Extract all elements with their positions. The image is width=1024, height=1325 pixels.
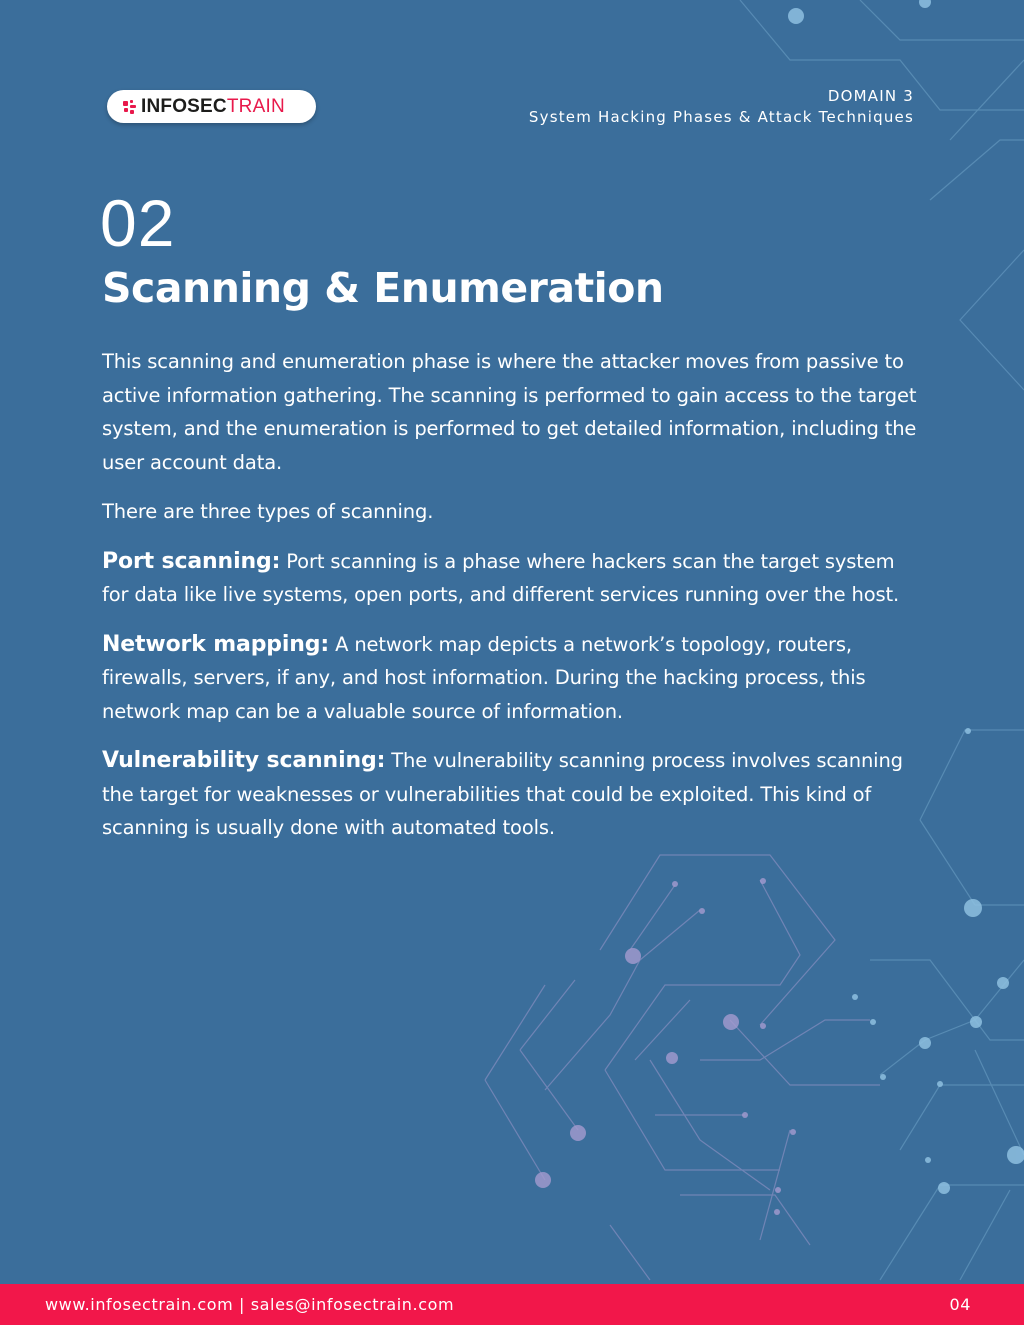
port-scanning-label: Port scanning: <box>102 548 281 574</box>
logo-text-train: TRAIN <box>226 95 285 117</box>
domain-subtitle: System Hacking Phases & Attack Techniques <box>528 108 914 126</box>
logo-mark-icon <box>123 100 137 114</box>
body-content <box>102 345 920 861</box>
vulnerability-scanning-text: The vulnerability scanning process involves scanning the target for weaknesses or vulnerabilities that could be exploited. This kind of scanning is usually done with automated tools. <box>102 749 903 839</box>
intro-paragraph: This scanning and enumeration phase is where the attacker moves from passive to active information gathering. The scanning is performed to gain access to the target system, and the enumeration is performed to get detailed information, including the user account data. <box>102 350 917 474</box>
types-intro-paragraph: There are three types of scanning. <box>102 500 434 523</box>
domain-label: DOMAIN 3 <box>827 87 914 105</box>
vulnerability-scanning-label: Vulnerability scanning: <box>102 748 386 773</box>
network-mapping-paragraph <box>102 628 920 729</box>
vulnerability-scanning-paragraph <box>102 744 920 845</box>
port-scanning-paragraph <box>102 545 920 612</box>
page-number: 04 <box>949 1295 971 1314</box>
logo-text-infosec: INFOSEC <box>141 95 227 117</box>
logo-wordmark <box>141 96 285 118</box>
section-number: 02 <box>100 186 176 260</box>
port-scanning-text: Port scanning is a phase where hackers scan the target system for data like live systems, open ports, and different services running over the host. <box>102 549 900 606</box>
footer-bar <box>0 1284 1024 1325</box>
domain-header <box>529 86 914 128</box>
section-title: Scanning & Enumeration <box>102 264 664 312</box>
network-mapping-text: A network map depicts a network’s topology, routers, firewalls, servers, if any, and host information. During the hacking process, this network map can be a valuable source of information. <box>102 632 866 723</box>
infosectrain-logo[interactable] <box>107 90 316 123</box>
network-mapping-label: Network mapping: <box>102 631 330 657</box>
footer-contact[interactable]: www.infosectrain.com | sales@infosectrain.com <box>45 1295 455 1314</box>
